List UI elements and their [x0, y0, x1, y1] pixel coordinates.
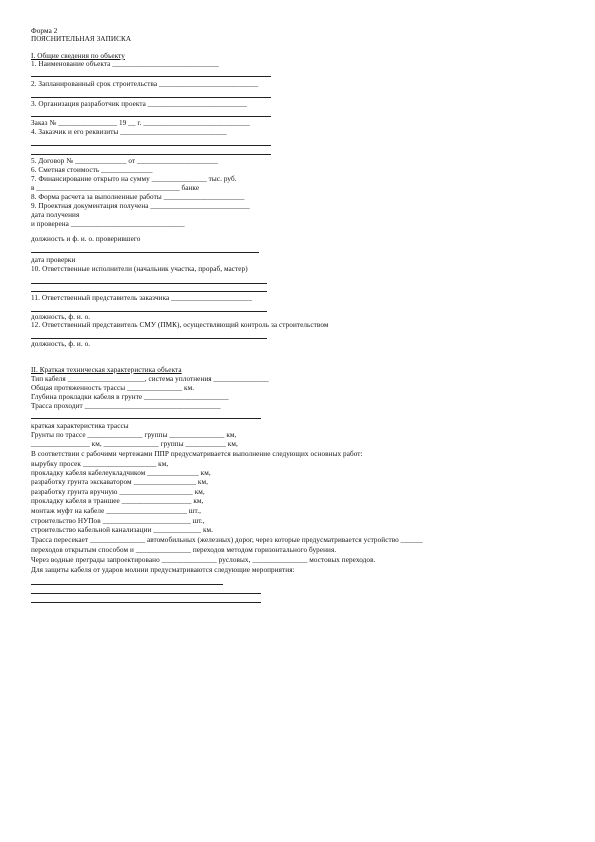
work-clearing: вырубку просек ____________________ км,: [31, 460, 169, 468]
section-1-heading: I. Общие сведения по объекту: [31, 52, 125, 60]
blank-line: [31, 154, 271, 155]
blank-line: [31, 593, 261, 594]
blank-line: [31, 283, 267, 284]
field-soils-2: ________________ км, _______________ группы ___________ км,: [31, 440, 238, 448]
blank-line: [31, 291, 267, 292]
field-smu-representative: 12. Ответственный представитель СМУ (ПМК), осуществляющий контроль за строительством: [31, 321, 329, 329]
field-order-number: Заказ № ________________ 19 __ г. _____________________________: [31, 119, 250, 127]
work-excavator: разработку грунта экскаватором _________________ км,: [31, 478, 208, 486]
work-nup: строительство НУПов ________________________ шт.,: [31, 517, 205, 525]
blank-line: [31, 76, 271, 77]
work-manual: разработку грунта вручную ____________________ км,: [31, 488, 205, 496]
field-documentation-received: 9. Проектная документация получена ___________________________: [31, 202, 250, 210]
field-checked: и проверена _______________________________: [31, 220, 185, 228]
field-object-name: 1. Наименование объекта _____________________________: [31, 60, 219, 68]
field-laying-depth: Глубина прокладки кабеля в грунте _______________________: [31, 393, 229, 401]
field-cable-type: Тип кабеля _____________________, система уплотнения _______________: [31, 375, 269, 383]
blank-line: [31, 338, 267, 339]
work-trench: прокладку кабеля в траншее ___________________ км,: [31, 497, 204, 505]
water-crossings: Через водные преграды запроектировано _______________ русловых, _______________ мостовых переходов.: [31, 556, 376, 564]
field-payment-form: 8. Форма расчета за выполненные работы ______________________: [31, 193, 245, 201]
field-contract: 5. Договор № ______________ от ______________________: [31, 157, 218, 165]
field-route-passes: Трасса проходит _____________________________________: [31, 402, 221, 410]
work-cable-layer: прокладку кабеля кабелеукладчиком ______________ км,: [31, 469, 211, 477]
caption-position-name-1: должность, ф. и. о.: [31, 313, 91, 321]
blank-line: [31, 116, 271, 117]
field-customer: 4. Заказчик и его реквизиты _____________________________: [31, 128, 227, 136]
field-estimated-cost: 6. Сметная стоимость ______________: [31, 166, 153, 174]
field-project-developer: 3. Организация разработчик проекта ___________________________: [31, 100, 247, 108]
field-financing: 7. Финансирование открыто на сумму _______________ тыс. руб.: [31, 175, 237, 183]
blank-line: [31, 97, 271, 98]
caption-position-name-2: должность, ф. и. о.: [31, 340, 91, 348]
form-number: Форма 2: [31, 27, 58, 35]
route-crosses: Трасса пересекает _______________ автомобильных (железных) дорог, через которые предусматривается устройство ______: [31, 536, 423, 544]
lightning-protection: Для защиты кабеля от ударов молнии предусматриваются следующие мероприятия:: [31, 566, 295, 574]
field-route-length: Общая протяженность трассы _______________ км.: [31, 384, 195, 392]
blank-line: [31, 602, 261, 603]
works-intro: В соответствии с рабочими чертежами ППР предусматривается выполнение следующих основных работ:: [31, 450, 363, 458]
caption-received-date: дата получения: [31, 211, 80, 219]
field-construction-term: 2. Запланированный срок строительства ___________________________: [31, 80, 259, 88]
work-couplings: монтаж муфт на кабеле ______________________ шт.,: [31, 507, 201, 515]
blank-line: [31, 145, 271, 146]
caption-check-date: дата проверки: [31, 256, 76, 264]
route-crossings-methods: переходов открытым способом и _______________ переходов методом горизонтального бурения.: [31, 546, 337, 554]
field-soils-1: Грунты по трассе _______________ группы _______________ км,: [31, 431, 237, 439]
field-customer-representative: 11. Ответственный представитель заказчика ______________________: [31, 294, 252, 302]
section-2-heading: II. Краткая техническая характеристика объекта: [31, 366, 182, 374]
work-duct: строительство кабельной канализации _____________ км.: [31, 526, 214, 534]
caption-route-characteristics: краткая характеристика трассы: [31, 422, 129, 430]
caption-checker: должность и ф. и. о. проверившего: [31, 235, 141, 243]
blank-line: [31, 311, 267, 312]
blank-line: [31, 252, 259, 253]
field-bank: в _______________________________________ банке: [31, 184, 200, 192]
blank-line: [31, 584, 223, 585]
blank-line: [31, 418, 261, 419]
field-responsible-executors: 10. Ответственные исполнители (начальник участка, прораб, мастер): [31, 265, 248, 273]
document-title: ПОЯСНИТЕЛЬНАЯ ЗАПИСКА: [31, 35, 132, 43]
